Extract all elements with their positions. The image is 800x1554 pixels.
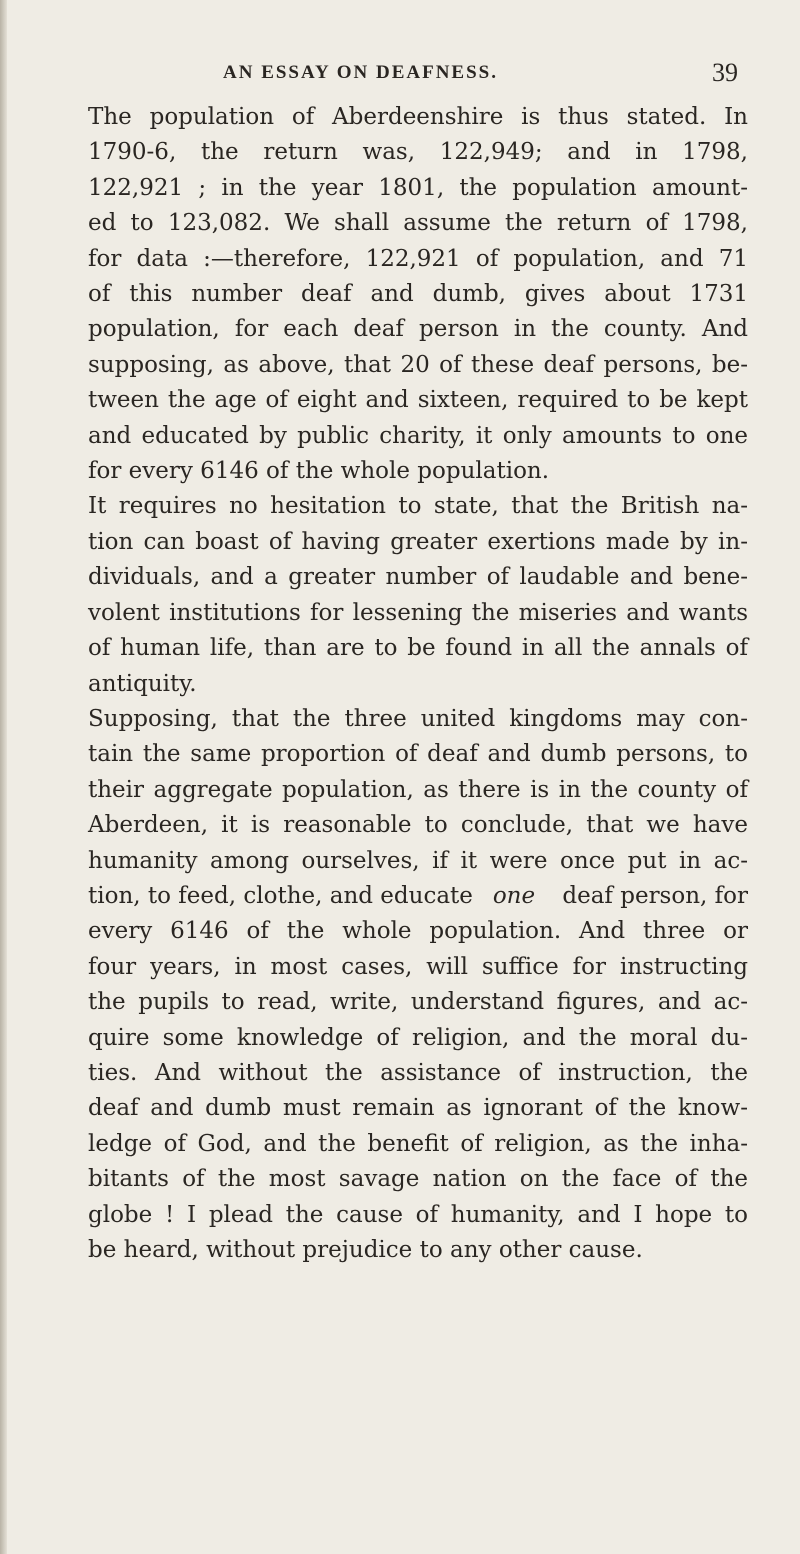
text-line: tain the same proportion of deaf and dumb persons, to <box>88 741 748 768</box>
text-line: quire some knowledge of religion, and the moral du- <box>88 1024 748 1051</box>
text-fragment: deaf person, for <box>555 882 748 909</box>
text-line: population, for each deaf person in the county. And <box>88 316 748 343</box>
body-text <box>88 100 748 1268</box>
text-line: of this number deaf and dumb, gives about 1731 <box>88 281 748 308</box>
text-line: The population of Aberdeenshire is thus stated. In <box>88 104 748 130</box>
text-line: volent institutions for lessening the miseries and wants <box>88 599 748 626</box>
text-line: four years, in most cases, will suffice for instructing <box>88 953 748 980</box>
text-line: every 6146 of the whole population. And three or <box>88 918 748 945</box>
text-line: their aggregate population, as there is in the county of <box>88 776 748 803</box>
text-line: antiquity. <box>88 670 197 697</box>
text-line: bitants of the most savage nation on the face of the <box>88 1166 748 1193</box>
text-line: globe ! I plead the cause of humanity, and I hope to <box>88 1201 748 1228</box>
text-line: Aberdeen, it is reasonable to conclude, that we have <box>88 812 748 839</box>
text-line: ties. And without the assistance of instruction, the <box>88 1059 748 1086</box>
text-line: 1790-6, the return was, 122,949; and in 1798, <box>88 139 748 166</box>
text-line: tween the age of eight and sixteen, required to be kept <box>88 387 748 414</box>
text-line: for every 6146 of the whole population. <box>88 458 550 485</box>
text-line: of human life, than are to be found in all the annals of <box>88 635 748 662</box>
page-number: 39 <box>712 58 738 87</box>
text-line: supposing, as above, that 20 of these deaf persons, be- <box>88 351 748 378</box>
text-line: humanity among ourselves, if it were once put in ac- <box>88 847 748 874</box>
text-line: ledge of God, and the benefit of religion, as the inha- <box>88 1130 748 1157</box>
text-line: and educated by public charity, it only amounts to one <box>88 422 748 449</box>
text-line: the pupils to read, write, understand figures, and ac- <box>88 989 748 1016</box>
running-head: AN ESSAY ON DEAFNESS. <box>223 62 498 83</box>
italic-word: one <box>492 882 536 909</box>
text-line <box>88 879 748 914</box>
text-line: ed to 123,082. We shall assume the return of 1798, <box>88 210 748 237</box>
text-line: 122,921 ; in the year 1801, the population amount- <box>88 174 748 201</box>
text-line: Supposing, that the three united kingdoms may con- <box>88 705 748 732</box>
text-line: be heard, without prejudice to any other cause. <box>88 1237 643 1263</box>
page-edge <box>0 0 7 1554</box>
text-line: tion can boast of having greater exertions made by in- <box>88 528 748 555</box>
text-line: deaf and dumb must remain as ignorant of the know- <box>88 1095 748 1122</box>
text-line: It requires no hesitation to state, that the British na- <box>88 493 748 520</box>
text-line: dividuals, and a greater number of laudable and bene- <box>88 564 748 591</box>
text-fragment: tion, to feed, clothe, and educate <box>88 882 473 909</box>
text-line: for data :—therefore, 122,921 of population, and 71 <box>88 245 748 272</box>
